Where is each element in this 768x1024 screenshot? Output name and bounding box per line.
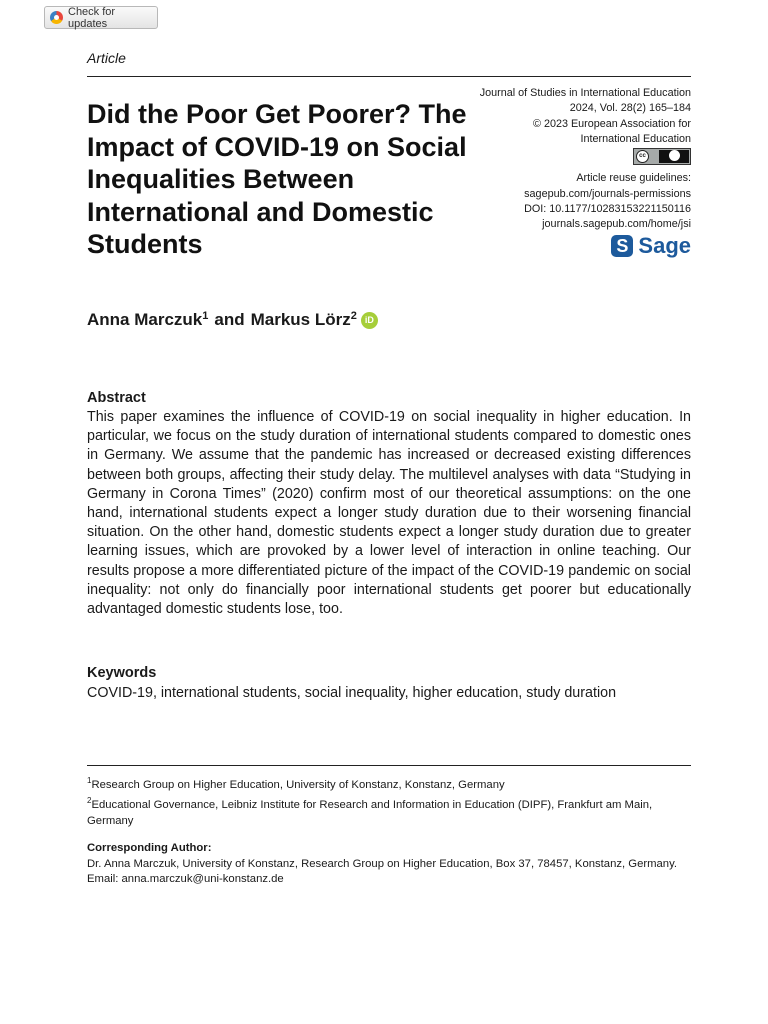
paper-title: Did the Poor Get Poorer? The Impact of COVID-19 on Social Inequalities Between International and Domestic Students bbox=[87, 99, 467, 259]
sage-logo-text: Sage bbox=[638, 233, 691, 259]
copyright-line-1: © 2023 European Association for bbox=[532, 117, 691, 130]
article-type-label: Article bbox=[87, 50, 126, 66]
reuse-guidelines-label: Article reuse guidelines: bbox=[576, 172, 691, 185]
corresponding-author-block bbox=[87, 841, 691, 888]
journal-home-link[interactable]: journals.sagepub.com/home/jsi bbox=[542, 218, 691, 231]
abstract-heading: Abstract bbox=[87, 390, 146, 406]
corresponding-author-email[interactable]: Email: anna.marczuk@uni-konstanz.de bbox=[87, 873, 284, 885]
check-for-updates-button[interactable] bbox=[44, 6, 158, 29]
check-for-updates-label: Check for updates bbox=[68, 5, 116, 30]
author-line bbox=[87, 310, 378, 330]
author-name-1[interactable]: Anna Marczuk bbox=[87, 310, 203, 329]
cc-logo-icon: cc bbox=[636, 150, 649, 163]
author-1-affiliation-mark: 1 bbox=[202, 310, 209, 322]
affiliation-1: $^1$Research Group on Higher Education, University of Konstanz, Konstanz, Germany bbox=[87, 776, 505, 791]
abstract-text: This paper examines the influence of COVID-19 on social inequality in higher education. In particular, we focus on the study duration of international students compared to domestic ones in Germany. We assume that the pandemic has increased or decreased existing differences between both groups, affecting their study delay. The multilevel analyses with data “Studying in Germany in Corona Times” (2020) confirm most of our theoretical assumptions: on the one hand, international students expect a longer study duration due to their worsening financial situation. On the other hand, domestic students expect a longer study duration due to greater learning issues, which are provoked by a lower level of interaction in online teaching. Our results propose a more differentiated picture of the impact of the COVID-19 pandemic on social inequality: not only do financially poor international students get poorer but educationally advantaged domestic students lose, too. bbox=[87, 409, 691, 618]
author-connector: and bbox=[214, 310, 245, 329]
corresponding-author-address: Dr. Anna Marczuk, University of Konstanz, Research Group on Higher Education, Box 37, 78457, Konstanz, Germany. bbox=[87, 857, 678, 870]
crossmark-icon bbox=[50, 11, 63, 24]
affiliation-2: $^2$Educational Governance, Leibniz Institute for Research and Information in Education (DIPF), Frankfurt am Main, Germany bbox=[87, 796, 653, 827]
journal-volume: 2024, Vol. 28(2) 165–184 bbox=[569, 102, 691, 115]
affiliations-footnotes bbox=[87, 773, 691, 829]
cc-license-icon[interactable] bbox=[633, 148, 691, 165]
sage-logo[interactable] bbox=[611, 235, 691, 257]
corresponding-author-heading: Corresponding Author: bbox=[87, 842, 212, 854]
header-divider bbox=[87, 76, 691, 77]
sage-s-icon: S bbox=[611, 235, 633, 257]
affiliation-1-mark: 1 bbox=[87, 776, 92, 785]
author-name-2[interactable]: Markus Lörz bbox=[250, 310, 351, 329]
orcid-icon[interactable]: iD bbox=[361, 312, 378, 329]
affiliation-2-mark: 2 bbox=[87, 796, 92, 806]
author-2-affiliation-mark: 2 bbox=[350, 310, 357, 322]
journal-meta-block bbox=[431, 86, 691, 257]
keywords-heading: Keywords bbox=[87, 665, 157, 681]
doi-link[interactable]: DOI: 10.1177/10283153221150116 bbox=[524, 203, 691, 216]
permissions-link[interactable]: sagepub.com/journals-permissions bbox=[524, 187, 691, 200]
journal-name: Journal of Studies in International Education bbox=[479, 87, 691, 99]
keywords-text: COVID-19, international students, social inequality, higher education, study duration bbox=[87, 685, 617, 701]
footnote-divider bbox=[87, 765, 691, 766]
copyright-line-2: International Education bbox=[580, 132, 691, 145]
